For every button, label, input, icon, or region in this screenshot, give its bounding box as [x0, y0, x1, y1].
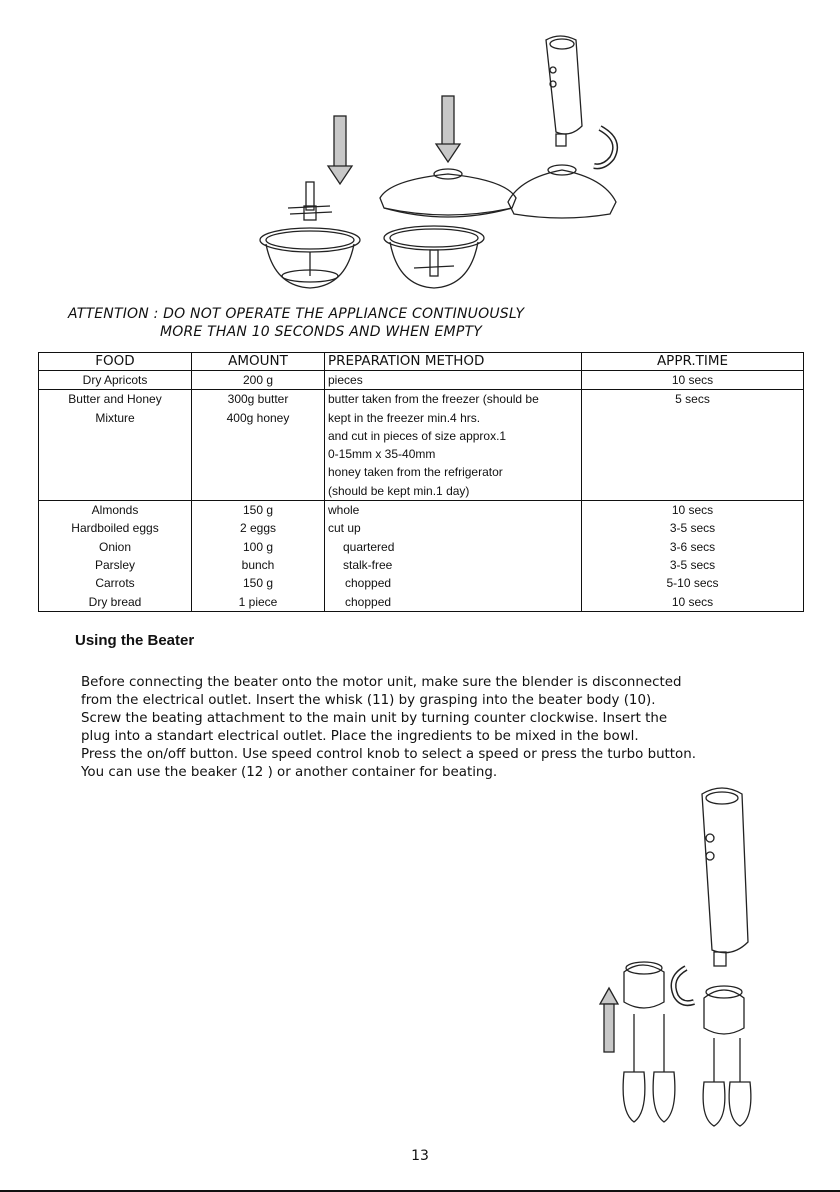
amount-cell: 200 g — [192, 371, 325, 390]
food-cell: Dry bread — [39, 593, 192, 612]
whisk — [703, 1038, 751, 1126]
food-cell: Onion — [39, 538, 192, 556]
table-row — [39, 501, 804, 520]
instruction-line: Press the on/off button. Use speed control knob to select a speed or press the turbo button. — [81, 747, 696, 762]
method-cell: chopped — [325, 593, 582, 612]
method-line: butter taken from the freezer (should be — [328, 392, 539, 407]
amount-cell — [192, 390, 325, 501]
motor-unit — [546, 36, 582, 146]
whisk — [623, 1014, 675, 1122]
amount-cell: 150 g — [192, 501, 325, 520]
time-cell: 10 secs — [582, 501, 804, 520]
time-cell: 3-5 secs — [582, 519, 804, 537]
rotate-arrow-icon — [594, 128, 615, 166]
food-line: Butter and Honey — [68, 392, 162, 407]
header-amount: AMOUNT — [192, 353, 325, 371]
chopper-blade — [288, 182, 332, 220]
table-header-row — [39, 353, 804, 371]
food-preparation-table — [38, 352, 804, 612]
method-cell: whole — [325, 501, 582, 520]
motor-unit — [702, 788, 748, 966]
food-cell: Parsley — [39, 556, 192, 574]
method-line: kept in the freezer min.4 hrs. — [328, 410, 481, 425]
instruction-line: from the electrical outlet. Insert the whisk (11) by grasping into the beater body (10). — [81, 693, 656, 708]
arrow-down-icon — [436, 96, 460, 162]
table-row — [39, 371, 804, 390]
amount-cell: 1 piece — [192, 593, 325, 612]
page-number: 13 — [411, 1148, 429, 1164]
arrow-down-icon — [328, 116, 352, 184]
table-row — [39, 390, 804, 501]
table-row — [39, 556, 804, 574]
amount-line: 400g honey — [226, 410, 290, 425]
instruction-line: Before connecting the beater onto the motor unit, make sure the blender is disconnected — [81, 675, 682, 690]
attention-line-2: MORE THAN 10 SECONDS AND WHEN EMPTY — [160, 324, 482, 340]
table-row — [39, 519, 804, 537]
method-cell: quartered — [325, 538, 582, 556]
attention-line-1: ATTENTION : DO NOT OPERATE THE APPLIANCE CONTINUOUSLY — [68, 306, 525, 322]
amount-cell: bunch — [192, 556, 325, 574]
header-appr-time: APPR.TIME — [582, 353, 804, 371]
time-cell: 3-6 secs — [582, 538, 804, 556]
beater-body — [624, 962, 664, 1008]
time-cell: 10 secs — [582, 593, 804, 612]
chopper-lid-attached — [508, 165, 616, 218]
food-cell — [39, 390, 192, 501]
time-cell: 10 secs — [582, 371, 804, 390]
method-line: 0-15mm x 35-40mm — [328, 447, 436, 462]
food-cell: Hardboiled eggs — [39, 519, 192, 537]
beater-assembly-illustration — [590, 782, 810, 1132]
method-line: and cut in pieces of size approx.1 — [328, 428, 507, 443]
chopper-bowl-with-blade — [384, 226, 484, 288]
amount-cell: 2 eggs — [192, 519, 325, 537]
header-preparation-method: PREPARATION METHOD — [325, 353, 582, 371]
method-line: (should be kept min.1 day) — [328, 483, 470, 498]
instruction-line: plug into a standart electrical outlet. Place the ingredients to be mixed in the bowl. — [81, 729, 639, 744]
instruction-line: Screw the beating attachment to the main unit by turning counter clockwise. Insert the — [81, 711, 668, 726]
method-cell: stalk-free — [325, 556, 582, 574]
table-row — [39, 574, 804, 592]
amount-cell: 100 g — [192, 538, 325, 556]
table-row — [39, 538, 804, 556]
header-food: FOOD — [39, 353, 192, 371]
time-cell: 3-5 secs — [582, 556, 804, 574]
beater-body-attached — [704, 986, 744, 1034]
method-cell: chopped — [325, 574, 582, 592]
method-line: honey taken from the refrigerator — [328, 465, 503, 480]
table-row — [39, 593, 804, 612]
arrow-up-icon — [600, 988, 618, 1052]
time-cell: 5-10 secs — [582, 574, 804, 592]
section-heading: Using the Beater — [75, 632, 195, 649]
instruction-line: You can use the beaker (12 ) or another container for beating. — [81, 765, 498, 780]
food-line: Mixture — [95, 410, 135, 425]
food-cell: Dry Apricots — [39, 371, 192, 390]
chopper-bowl — [260, 228, 360, 288]
chopper-assembly-illustration — [250, 30, 670, 300]
food-cell: Almonds — [39, 501, 192, 520]
food-cell: Carrots — [39, 574, 192, 592]
method-cell: cut up — [325, 519, 582, 537]
amount-line: 300g butter — [227, 392, 289, 407]
amount-cell: 150 g — [192, 574, 325, 592]
method-cell: pieces — [325, 371, 582, 390]
method-cell — [325, 390, 582, 501]
chopper-lid — [380, 169, 516, 217]
time-cell: 5 secs — [582, 390, 804, 501]
